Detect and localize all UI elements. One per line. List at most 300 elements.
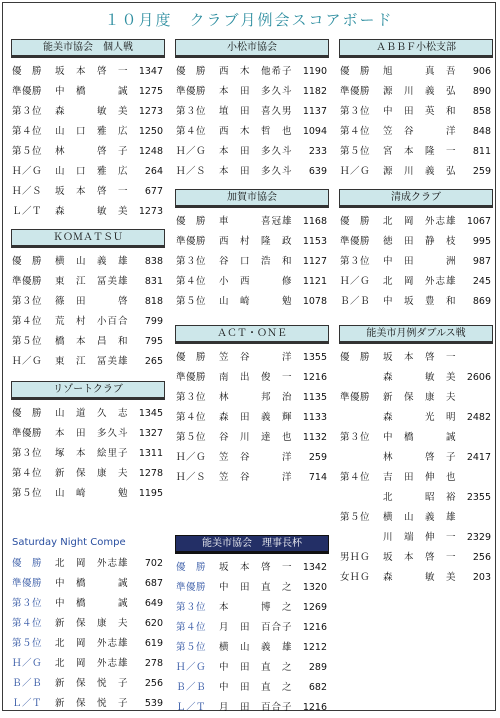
rank-label: Ｌ／Ｔ <box>12 206 43 217</box>
section-rows <box>11 554 165 714</box>
rank-label: 準優勝 <box>12 86 43 97</box>
score-row <box>11 554 165 574</box>
score-row <box>11 694 165 714</box>
player-name: 中 田 洲 <box>383 256 457 267</box>
player-name: 横 山 義 雄 <box>55 256 129 267</box>
score-row <box>11 142 165 162</box>
player-name: 森 光 明 <box>383 412 457 423</box>
rank-label: 準優勝 <box>12 276 43 287</box>
player-name: 森 田 義 輝 <box>219 412 293 423</box>
player-name: 東 江 冨美雄 <box>55 356 129 367</box>
score-value: 858 <box>472 106 491 117</box>
score-value: 869 <box>472 296 491 307</box>
section-komatsu <box>11 229 165 372</box>
score-row <box>339 488 493 508</box>
score-value: 256 <box>144 678 163 689</box>
player-name: 林 邦 治 <box>219 392 293 403</box>
section-rows <box>11 62 165 222</box>
rank-label: 優 勝 <box>176 562 207 573</box>
player-name: 川 端 伸 一 <box>383 532 457 543</box>
score-row <box>339 292 493 312</box>
rank-label: 準優勝 <box>340 86 371 97</box>
score-value: 1094 <box>302 126 327 137</box>
player-name: 北 岡 外志雄 <box>55 658 129 669</box>
rank-label: 第５位 <box>340 146 371 157</box>
score-row <box>339 82 493 102</box>
score-value: 265 <box>144 356 163 367</box>
section-komatsu-association <box>175 39 329 182</box>
player-name: 林 啓 子 <box>55 146 129 157</box>
score-value: 233 <box>308 146 327 157</box>
score-row <box>339 62 493 82</box>
rank-label: 第４位 <box>12 468 43 479</box>
player-name: 宮 本 隆 一 <box>383 146 457 157</box>
player-name: 森 敏 美 <box>383 572 457 583</box>
player-name: 月 田 百合子 <box>219 702 293 713</box>
score-value: 890 <box>472 86 491 97</box>
score-row <box>11 332 165 352</box>
rank-label: 第４位 <box>176 412 207 423</box>
rank-label: Ｈ／Ｇ <box>12 658 43 669</box>
score-value: 1216 <box>302 622 327 633</box>
score-value: 619 <box>144 638 163 649</box>
score-row <box>175 578 329 598</box>
player-name: 坂 本 啓 一 <box>55 186 129 197</box>
score-row <box>11 182 165 202</box>
score-value: 906 <box>472 66 491 77</box>
score-value: 1345 <box>138 408 163 419</box>
score-value: 1269 <box>302 602 327 613</box>
score-row <box>339 348 493 368</box>
rank-label: Ｈ／Ｇ <box>340 276 371 287</box>
score-value: 818 <box>144 296 163 307</box>
score-value: 1078 <box>302 296 327 307</box>
score-row <box>175 122 329 142</box>
score-value: 1311 <box>138 448 163 459</box>
player-name: 埴 田 喜久男 <box>219 106 293 117</box>
rank-label: 第３位 <box>340 106 371 117</box>
score-value: 1320 <box>302 582 327 593</box>
score-row <box>339 448 493 468</box>
score-row <box>339 102 493 122</box>
score-value: 838 <box>144 256 163 267</box>
score-row <box>175 698 329 718</box>
section-seisei-club <box>339 189 493 312</box>
score-row <box>11 484 165 504</box>
score-value: 1273 <box>138 206 163 217</box>
score-row <box>175 638 329 658</box>
score-value: 203 <box>472 572 491 583</box>
score-row <box>11 634 165 654</box>
rank-label: 第５位 <box>12 336 43 347</box>
score-row <box>339 568 493 588</box>
score-value: 831 <box>144 276 163 287</box>
rank-label: 準優勝 <box>176 582 207 593</box>
rank-label: Ｈ／Ｇ <box>12 356 43 367</box>
score-value: 2329 <box>466 532 491 543</box>
player-name: 坂 本 啓 一 <box>383 352 457 363</box>
score-row <box>339 368 493 388</box>
score-row <box>175 678 329 698</box>
score-row <box>339 548 493 568</box>
score-row <box>175 142 329 162</box>
score-value: 1327 <box>138 428 163 439</box>
score-value: 1121 <box>302 276 327 287</box>
player-name: 新 保 康 夫 <box>383 392 457 403</box>
score-row <box>339 272 493 292</box>
score-value: 649 <box>144 598 163 609</box>
score-value: 1278 <box>138 468 163 479</box>
player-name: 南 出 俊 一 <box>219 372 293 383</box>
score-value: 2606 <box>466 372 491 383</box>
section-act-one <box>175 325 329 488</box>
rank-label: 女ＨＧ <box>340 572 371 583</box>
score-row <box>11 202 165 222</box>
player-name: 谷 川 達 也 <box>219 432 293 443</box>
section-director-cup <box>175 535 329 718</box>
score-row <box>339 232 493 252</box>
section-header: 能美市協会 個人戦 <box>11 39 165 58</box>
rank-label: 第５位 <box>12 638 43 649</box>
score-row <box>175 558 329 578</box>
rank-label: 第４位 <box>176 622 207 633</box>
score-value: 682 <box>308 682 327 693</box>
section-abbf-komatsu <box>339 39 493 182</box>
score-value: 278 <box>144 658 163 669</box>
section-header: Saturday Night Compe <box>12 537 126 548</box>
section-header: 能美市協会 理事長杯 <box>175 535 329 554</box>
rank-label: Ｈ／Ｓ <box>176 472 207 483</box>
score-value: 702 <box>144 558 163 569</box>
rank-label: 第４位 <box>12 126 43 137</box>
score-row <box>339 508 493 528</box>
section-rows <box>339 62 493 182</box>
rank-label: 第３位 <box>176 392 207 403</box>
score-row <box>339 408 493 428</box>
rank-label: Ｂ／Ｂ <box>12 678 43 689</box>
score-value: 714 <box>308 472 327 483</box>
score-value: 1133 <box>302 412 327 423</box>
rank-label: 第３位 <box>176 602 207 613</box>
rank-label: 準優勝 <box>176 236 207 247</box>
player-name: 谷 口 浩 和 <box>219 256 293 267</box>
score-value: 811 <box>472 146 491 157</box>
score-row <box>175 292 329 312</box>
player-name: 東 江 冨美雄 <box>55 276 129 287</box>
section-rows <box>11 404 165 504</box>
rank-label: 準優勝 <box>176 372 207 383</box>
rank-label: 準優勝 <box>12 578 43 589</box>
score-row <box>175 658 329 678</box>
score-row <box>11 122 165 142</box>
player-name: 中 坂 豊 和 <box>383 296 457 307</box>
score-value: 1137 <box>302 106 327 117</box>
rank-label: 第４位 <box>340 126 371 137</box>
score-row <box>175 212 329 232</box>
player-name: 源 川 義 弘 <box>383 86 457 97</box>
section-rows <box>175 62 329 182</box>
player-name: 横 山 義 雄 <box>219 642 293 653</box>
section-header: ＡＣＴ・ＯＮＥ <box>175 325 329 344</box>
score-row <box>11 404 165 424</box>
score-row <box>175 388 329 408</box>
player-name: 西 木 哲 也 <box>219 126 293 137</box>
score-value: 1216 <box>302 702 327 713</box>
player-name: 坂 本 啓 一 <box>383 552 457 563</box>
score-row <box>175 82 329 102</box>
player-name: 源 川 義 弘 <box>383 166 457 177</box>
score-value: 620 <box>144 618 163 629</box>
rank-label: 優 勝 <box>12 408 43 419</box>
rank-label: 第５位 <box>176 642 207 653</box>
score-value: 639 <box>308 166 327 177</box>
player-name: 徳 田 静 枝 <box>383 236 457 247</box>
player-name: 西 村 隆 政 <box>219 236 293 247</box>
score-value: 1347 <box>138 66 163 77</box>
player-name: 新 保 悦 子 <box>55 678 129 689</box>
score-value: 687 <box>144 578 163 589</box>
rank-label: Ｈ／Ｇ <box>340 166 371 177</box>
rank-label: 第５位 <box>12 488 43 499</box>
score-row <box>175 368 329 388</box>
score-value: 1250 <box>138 126 163 137</box>
score-value: 1132 <box>302 432 327 443</box>
player-name: 横 山 義 雄 <box>383 512 457 523</box>
section-doubles <box>339 325 493 588</box>
score-row <box>175 618 329 638</box>
rank-label: Ｂ／Ｂ <box>340 296 371 307</box>
rank-label: 第３位 <box>176 256 207 267</box>
score-row <box>175 252 329 272</box>
rank-label: 第３位 <box>176 106 207 117</box>
section-rows <box>339 212 493 312</box>
score-value: 795 <box>144 336 163 347</box>
score-row <box>175 408 329 428</box>
score-row <box>175 102 329 122</box>
score-row <box>11 464 165 484</box>
player-name: 荒 村 小百合 <box>55 316 129 327</box>
rank-label: 優 勝 <box>340 352 371 363</box>
rank-label: Ｈ／Ｓ <box>12 186 43 197</box>
score-row <box>11 272 165 292</box>
rank-label: 第３位 <box>12 598 43 609</box>
rank-label: Ｈ／Ｓ <box>176 166 207 177</box>
section-header: リゾートクラブ <box>11 381 165 400</box>
score-value: 1135 <box>302 392 327 403</box>
player-name: 西 木 他希子 <box>219 66 293 77</box>
score-value: 848 <box>472 126 491 137</box>
player-name: 月 田 百合子 <box>219 622 293 633</box>
section-header: ＡＢＢＦ小松支部 <box>339 39 493 58</box>
rank-label: 準優勝 <box>176 86 207 97</box>
rank-label: 第３位 <box>340 432 371 443</box>
player-name: 森 敏 美 <box>55 206 129 217</box>
rank-label: 優 勝 <box>340 216 371 227</box>
player-name: 笠 谷 洋 <box>219 452 293 463</box>
player-name: 森 敏 美 <box>55 106 129 117</box>
player-name: 山 崎 勉 <box>219 296 293 307</box>
score-row <box>339 388 493 408</box>
rank-label: 第５位 <box>176 296 207 307</box>
score-row <box>175 448 329 468</box>
player-name: 中 橋 誠 <box>383 432 457 443</box>
score-row <box>11 674 165 694</box>
score-value: 2355 <box>466 492 491 503</box>
player-name: 新 保 康 夫 <box>55 468 129 479</box>
player-name: 新 保 悦 子 <box>55 698 129 709</box>
section-saturday-night <box>11 535 165 714</box>
score-value: 2417 <box>466 452 491 463</box>
score-value: 1127 <box>302 256 327 267</box>
section-rows <box>175 212 329 312</box>
score-row <box>11 424 165 444</box>
player-name: 新 保 康 夫 <box>55 618 129 629</box>
score-value: 1195 <box>138 488 163 499</box>
player-name: 本 田 多久斗 <box>219 166 293 177</box>
rank-label: 第３位 <box>340 256 371 267</box>
section-kaga-association <box>175 189 329 312</box>
player-name: 笠 谷 洋 <box>383 126 457 137</box>
player-name: 坂 本 啓 一 <box>219 562 293 573</box>
score-row <box>11 162 165 182</box>
rank-label: 第５位 <box>12 146 43 157</box>
score-value: 259 <box>308 452 327 463</box>
score-row <box>175 162 329 182</box>
score-row <box>175 348 329 368</box>
score-value: 677 <box>144 186 163 197</box>
player-name: 中 田 直 之 <box>219 582 293 593</box>
score-row <box>11 444 165 464</box>
player-name: 中 田 英 和 <box>383 106 457 117</box>
player-name: 山 崎 勉 <box>55 488 129 499</box>
score-row <box>11 574 165 594</box>
player-name: 小 西 修 <box>219 276 293 287</box>
player-name: 中 田 直 之 <box>219 682 293 693</box>
section-header: 清成クラブ <box>339 189 493 208</box>
section-header: 小松市協会 <box>175 39 329 58</box>
score-row <box>339 162 493 182</box>
score-value: 1275 <box>138 86 163 97</box>
player-name: 坂 本 啓 一 <box>55 66 129 77</box>
rank-label: 準優勝 <box>12 428 43 439</box>
score-value: 259 <box>472 166 491 177</box>
player-name: 北 岡 外志雄 <box>55 558 129 569</box>
rank-label: 第４位 <box>12 618 43 629</box>
section-resort <box>11 381 165 504</box>
score-value: 1216 <box>302 372 327 383</box>
rank-label: 第３位 <box>12 296 43 307</box>
player-name: 吉 田 伸 也 <box>383 472 457 483</box>
player-name: 車 喜冠雄 <box>219 216 293 227</box>
score-value: 1190 <box>302 66 327 77</box>
player-name: 北 岡 外志雄 <box>383 216 457 227</box>
score-row <box>339 252 493 272</box>
rank-label: Ｌ／Ｔ <box>176 702 207 713</box>
score-row <box>339 428 493 448</box>
score-value: 1153 <box>302 236 327 247</box>
score-row <box>175 428 329 448</box>
score-row <box>11 654 165 674</box>
rank-label: Ｈ／Ｇ <box>176 662 207 673</box>
player-name: 笠 谷 洋 <box>219 472 293 483</box>
rank-label: 第４位 <box>12 316 43 327</box>
score-row <box>175 272 329 292</box>
player-name: 林 啓 子 <box>383 452 457 463</box>
rank-label: 第４位 <box>176 276 207 287</box>
score-row <box>339 212 493 232</box>
score-row <box>11 102 165 122</box>
score-value: 1067 <box>466 216 491 227</box>
player-name: 塚 本 絵里子 <box>55 448 129 459</box>
player-name: 本 田 多久斗 <box>55 428 129 439</box>
player-name: 本 田 多久斗 <box>219 86 293 97</box>
rank-label: 第４位 <box>340 472 371 483</box>
rank-label: 準優勝 <box>340 392 371 403</box>
player-name: 山 口 雅 広 <box>55 126 129 137</box>
score-value: 799 <box>144 316 163 327</box>
score-value: 1248 <box>138 146 163 157</box>
player-name: 中 田 直 之 <box>219 662 293 673</box>
section-nomi-individual <box>11 39 165 222</box>
rank-label: 男ＨＧ <box>340 552 371 563</box>
player-name: 森 敏 美 <box>383 372 457 383</box>
score-row <box>11 82 165 102</box>
score-row <box>339 528 493 548</box>
score-value: 289 <box>308 662 327 673</box>
score-row <box>339 468 493 488</box>
rank-label: Ｂ／Ｂ <box>176 682 207 693</box>
score-value: 539 <box>144 698 163 709</box>
rank-label: 優 勝 <box>12 558 43 569</box>
score-value: 1212 <box>302 642 327 653</box>
rank-label: 優 勝 <box>12 256 43 267</box>
rank-label: 優 勝 <box>12 66 43 77</box>
player-name: 篠 田 啓 <box>55 296 129 307</box>
rank-label: 第４位 <box>176 126 207 137</box>
player-name: 中 橋 誠 <box>55 578 129 589</box>
player-name: 北 岡 外志雄 <box>383 276 457 287</box>
player-name: 北 岡 外志雄 <box>55 638 129 649</box>
player-name: 本 博 之 <box>219 602 293 613</box>
score-value: 264 <box>144 166 163 177</box>
score-row <box>11 252 165 272</box>
rank-label: 第３位 <box>12 448 43 459</box>
score-row <box>11 614 165 634</box>
score-value: 2482 <box>466 412 491 423</box>
rank-label: 第５位 <box>340 512 371 523</box>
score-value: 1355 <box>302 352 327 363</box>
score-value: 1168 <box>302 216 327 227</box>
section-rows <box>175 348 329 488</box>
score-row <box>11 352 165 372</box>
rank-label: 優 勝 <box>340 66 371 77</box>
rank-label: Ｈ／Ｇ <box>176 146 207 157</box>
rank-label: 第３位 <box>12 106 43 117</box>
score-row <box>339 122 493 142</box>
player-name: 本 田 多久斗 <box>219 146 293 157</box>
score-row <box>11 62 165 82</box>
rank-label: 優 勝 <box>176 216 207 227</box>
player-name: 橋 本 昌 和 <box>55 336 129 347</box>
page-title: １０月度 クラブ月例会スコアボード <box>104 11 394 29</box>
rank-label: 優 勝 <box>176 352 207 363</box>
score-value: 1273 <box>138 106 163 117</box>
score-row <box>11 312 165 332</box>
score-value: 1342 <box>302 562 327 573</box>
section-header: 能美市月例ダブルス戦 <box>339 325 493 344</box>
score-value: 245 <box>472 276 491 287</box>
score-row <box>175 232 329 252</box>
